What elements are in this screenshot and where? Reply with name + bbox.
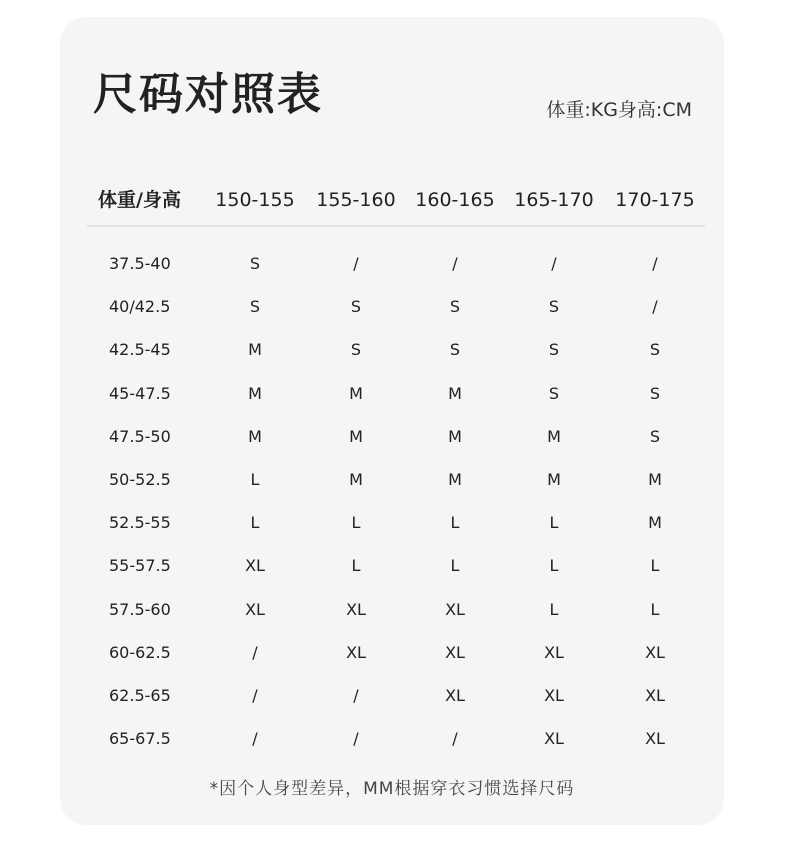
size-cell: XL bbox=[645, 729, 665, 749]
size-cell: S bbox=[350, 297, 362, 317]
size-cell: M bbox=[448, 426, 462, 446]
size-cell: XL bbox=[245, 556, 265, 576]
size-cell: XL bbox=[645, 685, 665, 705]
size-cell: S bbox=[449, 297, 461, 317]
weight-cell: 37.5-40 bbox=[109, 254, 171, 273]
size-cell: S bbox=[548, 297, 560, 317]
column-header: 165-170 bbox=[514, 189, 594, 211]
size-cell: / bbox=[252, 729, 258, 749]
size-cell: / bbox=[452, 729, 458, 749]
weight-cell: 50-52.5 bbox=[109, 469, 171, 489]
size-cell: M bbox=[248, 340, 262, 360]
size-cell: M bbox=[547, 469, 561, 489]
size-cell: XL bbox=[544, 642, 564, 662]
column-header: 150-155 bbox=[215, 189, 295, 211]
table-row bbox=[60, 335, 724, 378]
weight-cell: 65-67.5 bbox=[109, 729, 171, 749]
table-row bbox=[60, 422, 724, 465]
unit-note: 体重:KG身高:CM bbox=[546, 99, 692, 121]
size-cell: XL bbox=[544, 685, 564, 705]
size-cell: S bbox=[350, 340, 362, 360]
size-cell: / bbox=[652, 254, 658, 273]
column-header: 170-175 bbox=[615, 189, 695, 211]
weight-cell: 62.5-65 bbox=[109, 685, 171, 705]
size-cell: L bbox=[351, 556, 361, 576]
size-cell: S bbox=[548, 340, 560, 360]
column-header: 155-160 bbox=[316, 189, 396, 211]
weight-cell: 57.5-60 bbox=[109, 599, 171, 619]
table-row bbox=[60, 724, 724, 767]
size-cell: L bbox=[250, 513, 260, 533]
size-cell: M bbox=[648, 469, 662, 489]
table-header bbox=[60, 187, 724, 213]
size-cell: XL bbox=[445, 599, 465, 619]
size-cell: L bbox=[450, 556, 460, 576]
size-cell: M bbox=[448, 469, 462, 489]
size-cell: M bbox=[448, 383, 462, 403]
weight-cell: 47.5-50 bbox=[109, 426, 171, 446]
size-cell: XL bbox=[346, 599, 366, 619]
size-cell: / bbox=[551, 254, 557, 273]
size-cell: / bbox=[252, 685, 258, 705]
table-row bbox=[60, 595, 724, 638]
size-cell: / bbox=[353, 254, 359, 273]
size-cell: M bbox=[248, 426, 262, 446]
size-cell: S bbox=[449, 340, 461, 360]
column-header: 160-165 bbox=[415, 189, 495, 211]
size-cell: / bbox=[452, 254, 458, 273]
page-title: 尺码对照表 bbox=[93, 69, 323, 120]
size-cell: S bbox=[649, 340, 661, 360]
weight-cell: 42.5-45 bbox=[109, 340, 171, 360]
footnote: *因个人身型差异，MM根据穿衣习惯选择尺码 bbox=[209, 779, 575, 799]
size-cell: L bbox=[351, 513, 361, 533]
size-cell: XL bbox=[445, 685, 465, 705]
size-cell: / bbox=[353, 729, 359, 749]
table-row bbox=[60, 508, 724, 551]
table-row bbox=[60, 681, 724, 724]
size-cell: L bbox=[650, 599, 660, 619]
weight-cell: 55-57.5 bbox=[109, 556, 171, 576]
size-cell: XL bbox=[245, 599, 265, 619]
size-chart-card bbox=[60, 17, 724, 825]
weight-cell: 52.5-55 bbox=[109, 513, 171, 533]
size-cell: L bbox=[250, 469, 260, 489]
size-cell: M bbox=[648, 513, 662, 533]
table-body bbox=[60, 249, 724, 767]
table-row bbox=[60, 465, 724, 508]
table-row bbox=[60, 638, 724, 681]
weight-cell: 45-47.5 bbox=[109, 383, 171, 403]
size-cell: S bbox=[249, 254, 261, 273]
size-cell: / bbox=[353, 685, 359, 705]
size-cell: M bbox=[248, 383, 262, 403]
size-cell: S bbox=[649, 383, 661, 403]
size-cell: L bbox=[450, 513, 460, 533]
size-cell: M bbox=[349, 469, 363, 489]
size-cell: L bbox=[549, 556, 559, 576]
size-cell: S bbox=[649, 426, 661, 446]
size-cell: / bbox=[252, 642, 258, 662]
size-cell: M bbox=[349, 383, 363, 403]
weight-cell: 60-62.5 bbox=[109, 642, 171, 662]
table-row bbox=[60, 249, 724, 292]
corner-header: 体重/身高 bbox=[98, 189, 181, 211]
table-row bbox=[60, 551, 724, 594]
header-divider bbox=[87, 225, 705, 227]
table-row bbox=[60, 292, 724, 335]
size-cell: S bbox=[548, 383, 560, 403]
size-cell: M bbox=[547, 426, 561, 446]
size-cell: / bbox=[652, 297, 658, 317]
size-cell: L bbox=[549, 599, 559, 619]
size-cell: XL bbox=[645, 642, 665, 662]
size-cell: XL bbox=[346, 642, 366, 662]
size-cell: S bbox=[249, 297, 261, 317]
size-cell: L bbox=[650, 556, 660, 576]
size-cell: XL bbox=[544, 729, 564, 749]
size-cell: L bbox=[549, 513, 559, 533]
size-cell: XL bbox=[445, 642, 465, 662]
weight-cell: 40/42.5 bbox=[109, 297, 171, 317]
size-cell: M bbox=[349, 426, 363, 446]
table-row bbox=[60, 379, 724, 422]
